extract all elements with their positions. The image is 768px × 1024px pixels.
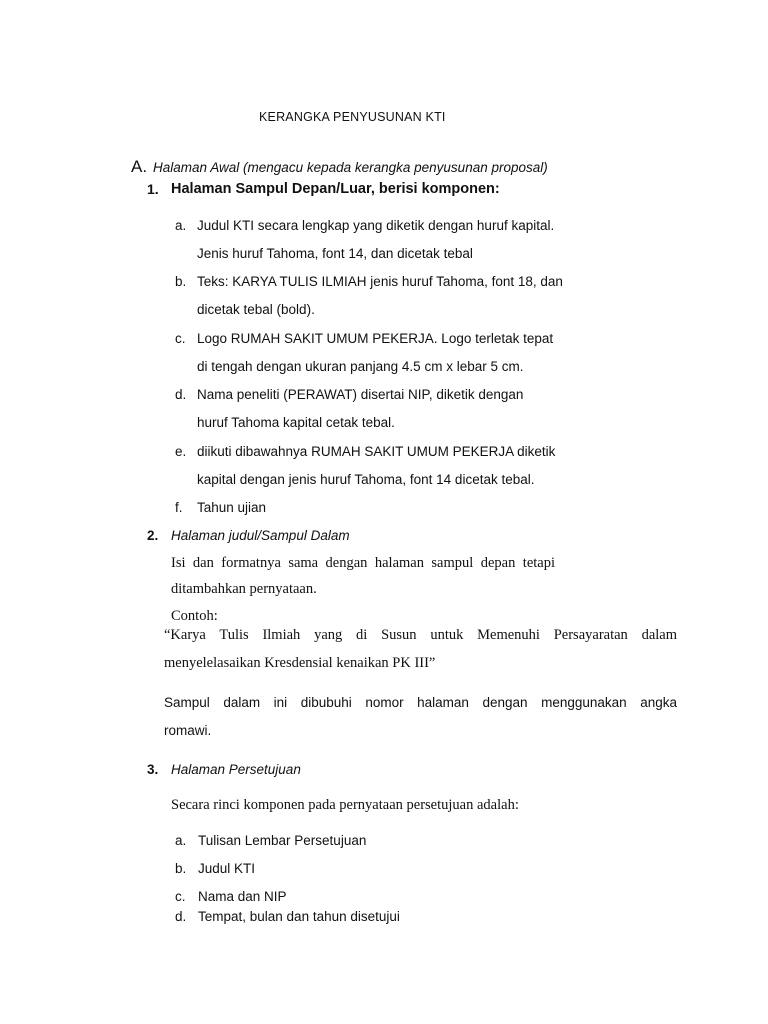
list-item-marker: b. [175,274,187,289]
list-item-line: di tengah dengan ukuran panjang 4.5 cm x lebar 5 cm. [197,359,524,374]
list-item-text: Tempat, bulan dan tahun disetujui [198,909,400,924]
item-3-number: 3. [147,762,159,777]
document-title: KERANGKA PENYUSUNAN KTI [259,110,446,124]
section-a-heading: Halaman Awal (mengacu kepada kerangka penyusunan proposal) [153,160,548,175]
list-item-line: Tahun ujian [197,500,267,515]
quote-line: “Karya Tulis Ilmiah yang di Susun untuk Memenuhi Persayaratan dalam [164,627,677,643]
item-2-paragraph-line: ditambahkan pernyataan. [171,581,317,597]
list-item-line: kapital dengan jenis huruf Tahoma, font 14 dicetak tebal. [197,472,535,487]
list-item-line: Jenis huruf Tahoma, font 14, dan dicetak tebal [197,246,473,261]
list-item-line: Judul KTI secara lengkap yang diketik dengan huruf kapital. [197,218,555,233]
item-3-heading: Halaman Persetujuan [171,762,301,777]
list-item-marker: a. [175,833,187,848]
list-item-line: Teks: KARYA TULIS ILMIAH jenis huruf Tahoma, font 18, dan [197,274,563,289]
item-3-intro: Secara rinci komponen pada pernyataan persetujuan adalah: [171,797,519,813]
example-label: Contoh: [171,608,218,624]
item-1-number: 1. [147,181,159,197]
note-line: romawi. [164,723,212,738]
list-item-marker: c. [175,331,186,346]
list-item-marker: b. [175,861,187,876]
quote-line: menyelelasaikan Kresdensial kenaikan PK III” [164,655,436,671]
note-line: Sampul dalam ini dibubuhi nomor halaman dengan menggunakan angka [164,695,677,710]
list-item-marker: a. [175,218,187,233]
list-item-marker: c. [175,889,186,904]
section-a-letter: A. [131,157,148,176]
item-2-paragraph-line: Isi dan formatnya sama dengan halaman sampul depan tetapi [171,555,555,571]
item-1-heading: Halaman Sampul Depan/Luar, berisi komponen: [171,181,500,197]
list-item-marker: f. [175,500,183,515]
item-2-heading: Halaman judul/Sampul Dalam [171,528,350,543]
list-item-line: dicetak tebal (bold). [197,302,315,317]
list-item-text: Nama dan NIP [198,889,287,904]
list-item-text: Judul KTI [198,861,256,876]
list-item-text: Tulisan Lembar Persetujuan [198,833,367,848]
list-item-marker: e. [175,444,187,459]
item-2-number: 2. [147,528,159,543]
list-item-line: Logo RUMAH SAKIT UMUM PEKERJA. Logo terletak tepat [197,331,554,346]
list-item-marker: d. [175,387,187,402]
list-item-line: diikuti dibawahnya RUMAH SAKIT UMUM PEKERJA diketik [197,444,556,459]
list-item-line: Nama peneliti (PERAWAT) disertai NIP, diketik dengan [197,387,524,402]
list-item-marker: d. [175,909,187,924]
list-item-line: huruf Tahoma kapital cetak tebal. [197,415,395,430]
